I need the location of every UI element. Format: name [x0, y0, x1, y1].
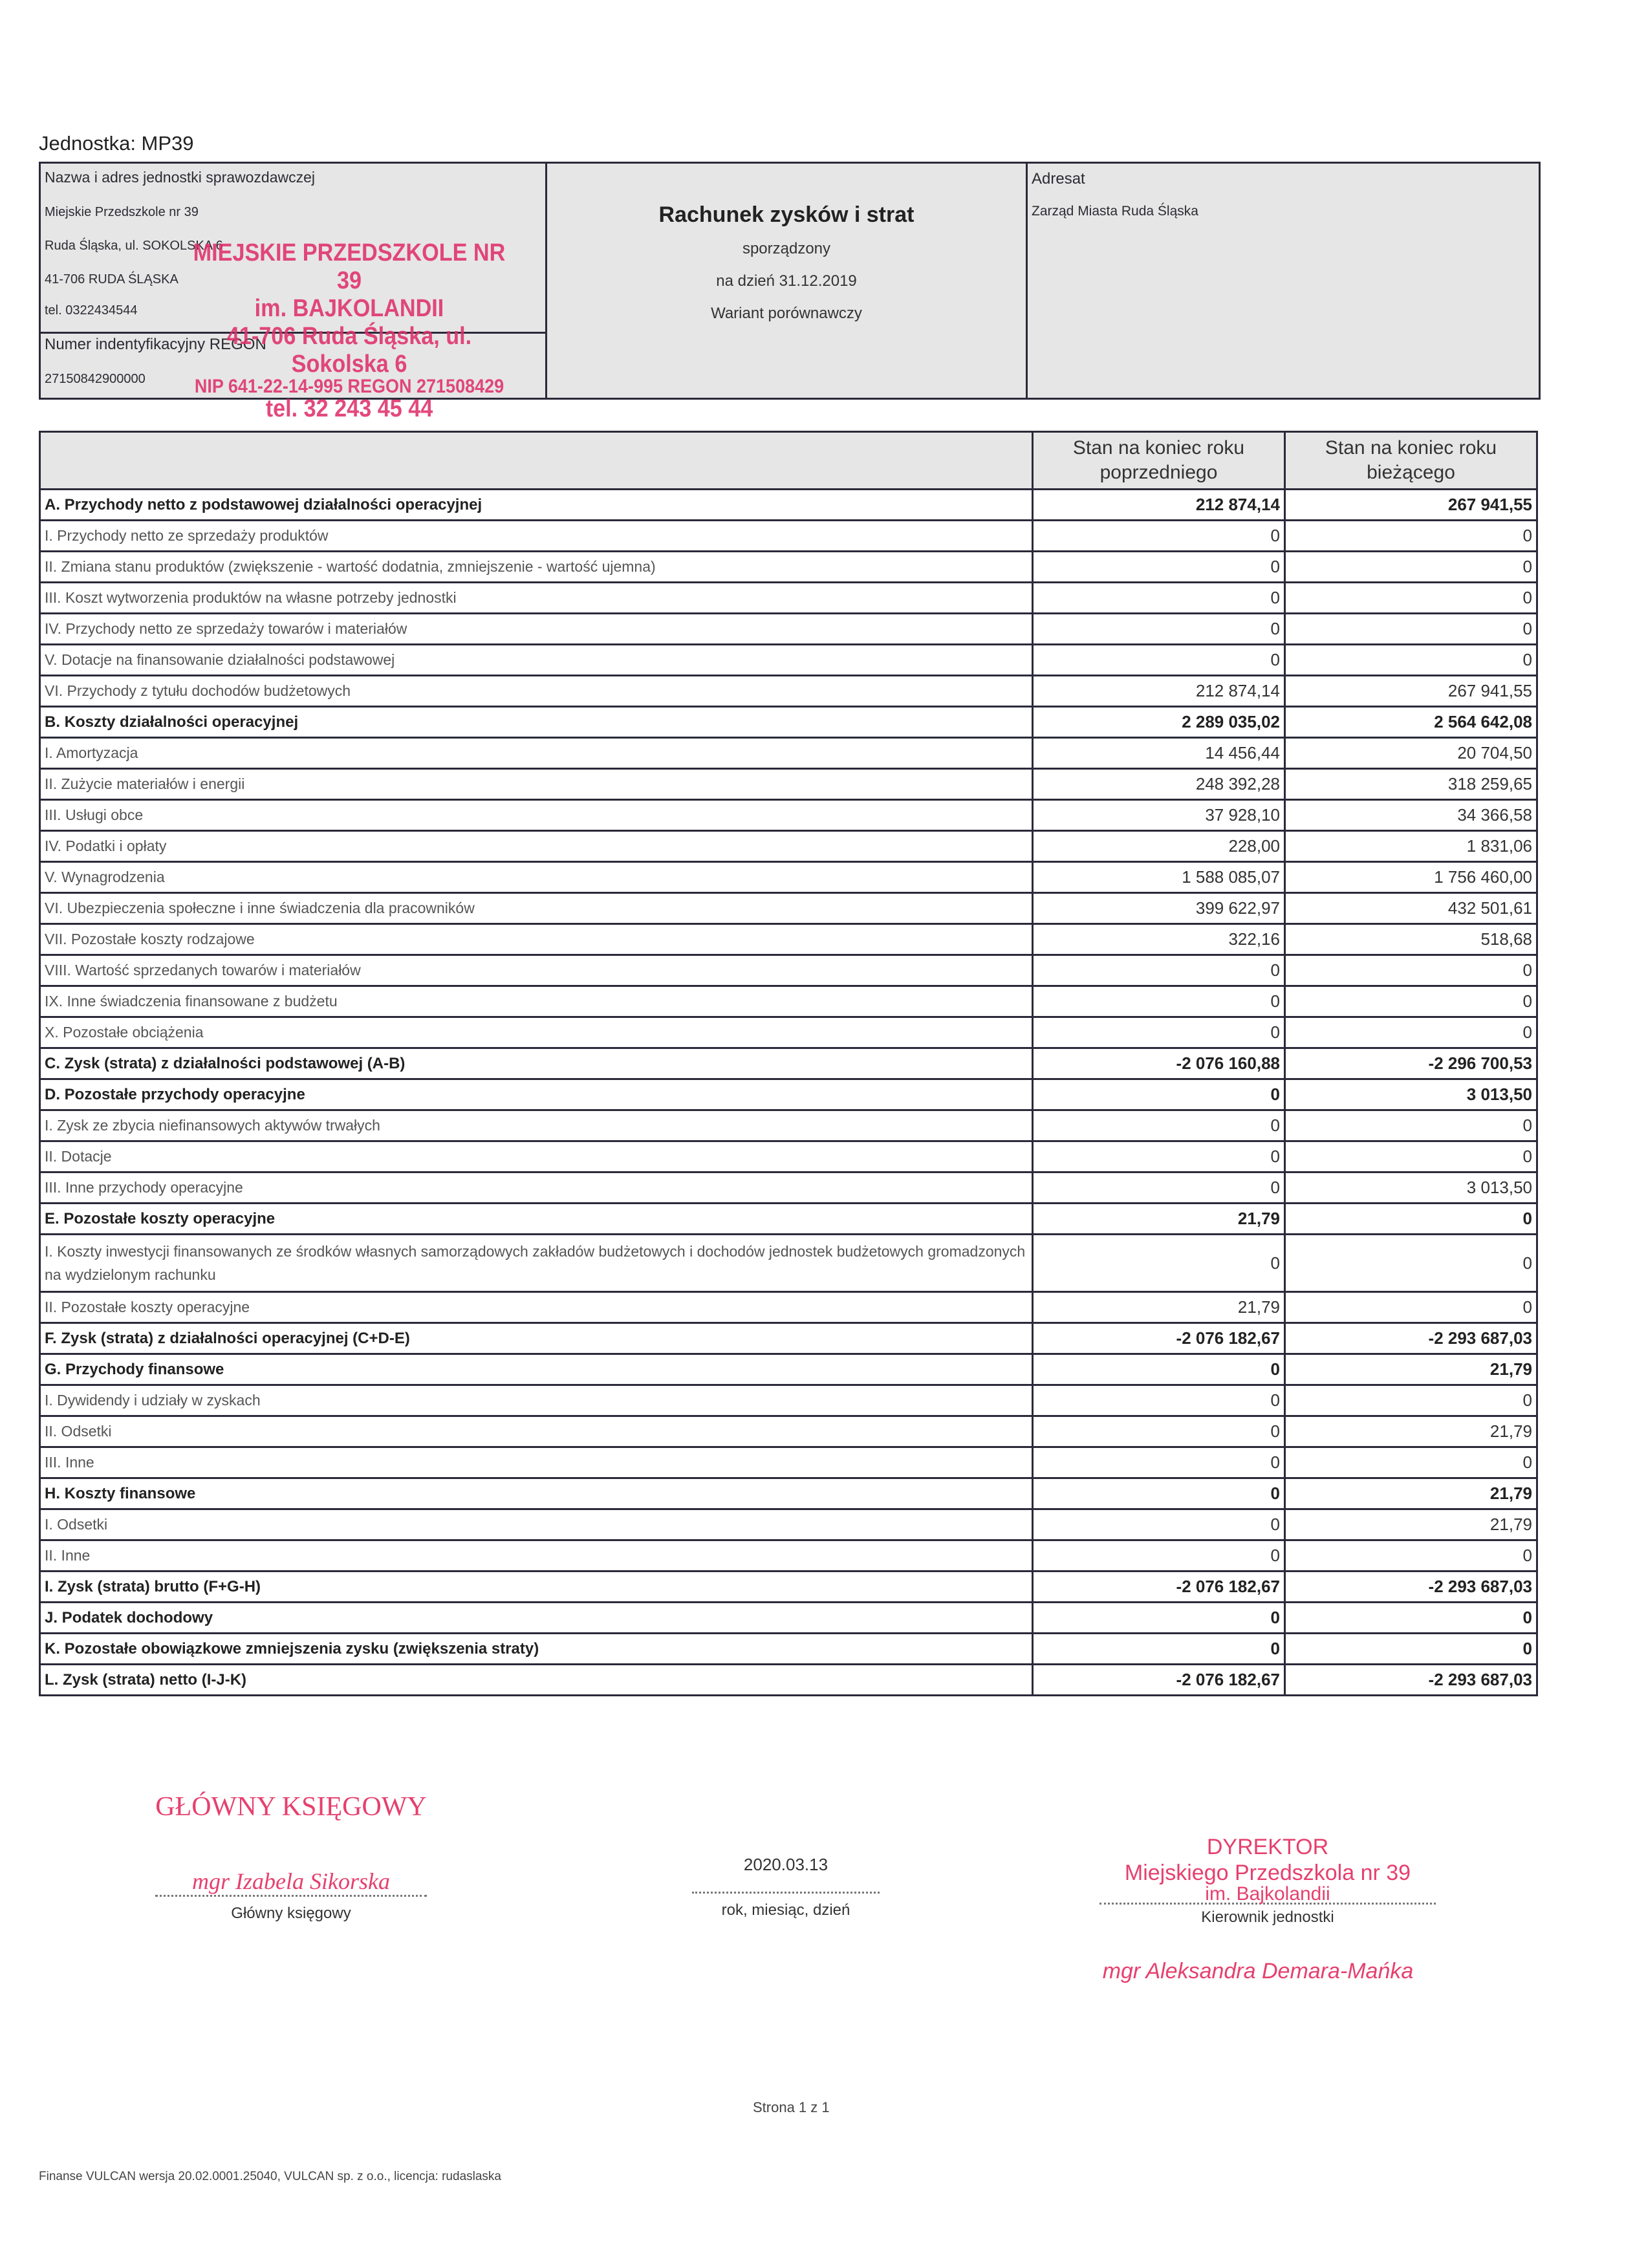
- table-row: [40, 1079, 1537, 1110]
- date-caption: rok, miesiąc, dzień: [721, 1901, 850, 1919]
- row-label: II. Inne: [40, 1540, 1033, 1571]
- row-label: VII. Pozostałe koszty rodzajowe: [40, 924, 1033, 955]
- row-value-prev: 399 622,97: [1033, 893, 1285, 924]
- accountant-stamp-name: mgr Izabela Sikorska: [192, 1868, 390, 1894]
- table-row: [40, 1323, 1537, 1354]
- row-value-prev: 0: [1033, 1172, 1285, 1204]
- row-value-prev: 0: [1033, 955, 1285, 986]
- unit-section-label: Nazwa i adres jednostki sprawozdawczej: [45, 169, 316, 186]
- table-row: [40, 986, 1537, 1017]
- stamp-line: NIP 641-22-14-995 REGON 271508429: [194, 376, 504, 397]
- row-value-prev: 21,79: [1033, 1292, 1285, 1323]
- row-label: III. Usługi obce: [40, 800, 1033, 831]
- row-label: II. Pozostałe koszty operacyjne: [40, 1292, 1033, 1323]
- table-row: [40, 707, 1537, 738]
- row-label: I. Amortyzacja: [40, 738, 1033, 769]
- row-value-curr: 0: [1285, 1603, 1537, 1634]
- row-value-curr: 1 831,06: [1285, 831, 1537, 862]
- table-row: [40, 924, 1537, 955]
- director-stamp-name: mgr Aleksandra Demara-Mańka: [1102, 1959, 1414, 1983]
- signature-line: [155, 1895, 427, 1897]
- row-value-curr: -2 296 700,53: [1285, 1048, 1537, 1079]
- director-stamp-line3: im. Bajkolandii: [1205, 1883, 1330, 1905]
- stamp-line: tel. 32 243 45 44: [265, 395, 433, 422]
- row-label: I. Zysk (strata) brutto (F+G-H): [40, 1571, 1033, 1603]
- row-value-prev: 212 874,14: [1033, 490, 1285, 521]
- row-label: IV. Podatki i opłaty: [40, 831, 1033, 862]
- row-value-prev: 0: [1033, 1478, 1285, 1509]
- page-number: Strona 1 z 1: [753, 2099, 830, 2115]
- row-value-curr: -2 293 687,03: [1285, 1665, 1537, 1696]
- signature-date: 2020.03.13: [743, 1855, 828, 1874]
- table-row: [40, 676, 1537, 707]
- signature-line: [692, 1892, 880, 1894]
- stamp-line: im. BAJKOLANDII: [254, 295, 444, 322]
- table-row: [40, 1172, 1537, 1204]
- row-value-prev: 0: [1033, 1354, 1285, 1385]
- regon-label: Numer indentyfikacyjny REGON: [45, 336, 266, 353]
- table-row: [40, 831, 1537, 862]
- row-value-curr: 432 501,61: [1285, 893, 1537, 924]
- table-row: [40, 800, 1537, 831]
- row-value-prev: 1 588 085,07: [1033, 862, 1285, 893]
- unit-name: Miejskie Przedszkole nr 39: [45, 205, 199, 219]
- row-value-curr: 3 013,50: [1285, 1172, 1537, 1204]
- row-value-prev: 0: [1033, 1141, 1285, 1172]
- row-label: B. Koszty działalności operacyjnej: [40, 707, 1033, 738]
- row-value-curr: 3 013,50: [1285, 1079, 1537, 1110]
- school-stamp: [186, 239, 512, 423]
- table-row: [40, 1110, 1537, 1141]
- row-label: I. Przychody netto ze sprzedaży produktów: [40, 521, 1033, 552]
- row-value-curr: 20 704,50: [1285, 738, 1537, 769]
- row-value-prev: 0: [1033, 1110, 1285, 1141]
- row-label: I. Dywidendy i udziały w zyskach: [40, 1385, 1033, 1416]
- table-row: [40, 1509, 1537, 1540]
- row-value-curr: 0: [1285, 1447, 1537, 1478]
- table-row: [40, 1141, 1537, 1172]
- stamp-line: MIEJSKIE PRZEDSZKOLE NR 39: [193, 239, 506, 294]
- row-value-curr: 0: [1285, 614, 1537, 645]
- table-row: [40, 769, 1537, 800]
- row-value-prev: -2 076 182,67: [1033, 1571, 1285, 1603]
- row-value-curr: 21,79: [1285, 1354, 1537, 1385]
- report-date: na dzień 31.12.2019: [716, 272, 857, 290]
- table-row: [40, 490, 1537, 521]
- accountant-signature: [155, 1791, 427, 1923]
- profit-loss-table: [39, 431, 1538, 1696]
- row-value-curr: -2 293 687,03: [1285, 1571, 1537, 1603]
- row-value-curr: 21,79: [1285, 1509, 1537, 1540]
- row-label: D. Pozostałe przychody operacyjne: [40, 1079, 1033, 1110]
- report-title: Rachunek zysków i strat: [658, 202, 915, 227]
- table-row: [40, 862, 1537, 893]
- row-value-curr: 0: [1285, 521, 1537, 552]
- row-value-prev: -2 076 160,88: [1033, 1048, 1285, 1079]
- row-value-curr: 0: [1285, 1110, 1537, 1141]
- table-row: [40, 1048, 1537, 1079]
- table-row: [40, 614, 1537, 645]
- row-label: II. Dotacje: [40, 1141, 1033, 1172]
- accountant-caption: Główny księgowy: [231, 1905, 351, 1922]
- unit-street: Ruda Śląska, ul. SOKOLSKA 6: [45, 239, 223, 253]
- row-value-prev: 0: [1033, 1416, 1285, 1447]
- row-value-curr: 0: [1285, 583, 1537, 614]
- table-row: [40, 1540, 1537, 1571]
- table-row: [40, 1571, 1537, 1603]
- table-row: [40, 552, 1537, 583]
- row-label: X. Pozostałe obciążenia: [40, 1017, 1033, 1048]
- row-value-prev: 0: [1033, 1447, 1285, 1478]
- row-label: V. Dotacje na finansowanie działalności podstawowej: [40, 645, 1033, 676]
- row-value-prev: 0: [1033, 521, 1285, 552]
- row-label: III. Inne: [40, 1447, 1033, 1478]
- row-label: VI. Ubezpieczenia społeczne i inne świadczenia dla pracowników: [40, 893, 1033, 924]
- date-signature: [692, 1855, 880, 1919]
- row-label: II. Odsetki: [40, 1416, 1033, 1447]
- row-label: G. Przychody finansowe: [40, 1354, 1033, 1385]
- column-header-curr: Stan na koniec roku bieżącego: [1285, 432, 1537, 490]
- unit-city: 41-706 RUDA ŚLĄSKA: [45, 272, 179, 286]
- row-label: A. Przychody netto z podstawowej działalności operacyjnej: [40, 490, 1033, 521]
- row-value-prev: 0: [1033, 1017, 1285, 1048]
- table-row: [40, 1017, 1537, 1048]
- row-value-prev: 0: [1033, 1385, 1285, 1416]
- row-value-curr: 0: [1285, 1292, 1537, 1323]
- row-value-curr: 1 756 460,00: [1285, 862, 1537, 893]
- table-row: [40, 583, 1537, 614]
- row-label: E. Pozostałe koszty operacyjne: [40, 1204, 1033, 1235]
- row-value-prev: 228,00: [1033, 831, 1285, 862]
- row-value-curr: 0: [1285, 1017, 1537, 1048]
- row-value-prev: 322,16: [1033, 924, 1285, 955]
- row-value-prev: 0: [1033, 1079, 1285, 1110]
- row-label: K. Pozostałe obowiązkowe zmniejszenia zysku (zwiększenia straty): [40, 1634, 1033, 1665]
- row-label: III. Koszt wytworzenia produktów na własne potrzeby jednostki: [40, 583, 1033, 614]
- row-label: IV. Przychody netto ze sprzedaży towarów i materiałów: [40, 614, 1033, 645]
- row-value-curr: 0: [1285, 1141, 1537, 1172]
- column-header-label: [40, 432, 1033, 490]
- row-label: L. Zysk (strata) netto (I-J-K): [40, 1665, 1033, 1696]
- row-label: IX. Inne świadczenia finansowane z budżetu: [40, 986, 1033, 1017]
- row-value-prev: 0: [1033, 614, 1285, 645]
- director-stamp-line1: DYREKTOR: [1206, 1835, 1329, 1859]
- row-label: III. Inne przychody operacyjne: [40, 1172, 1033, 1204]
- table-row: [40, 1478, 1537, 1509]
- regon-value: 27150842900000: [45, 372, 146, 386]
- row-value-curr: 2 564 642,08: [1285, 707, 1537, 738]
- row-value-curr: 267 941,55: [1285, 676, 1537, 707]
- row-value-curr: 267 941,55: [1285, 490, 1537, 521]
- addressee-box: [1028, 164, 1539, 398]
- row-label: VI. Przychody z tytułu dochodów budżetowych: [40, 676, 1033, 707]
- row-value-curr: -2 293 687,03: [1285, 1323, 1537, 1354]
- row-value-prev: 0: [1033, 1540, 1285, 1571]
- row-value-prev: 2 289 035,02: [1033, 707, 1285, 738]
- row-label: I. Odsetki: [40, 1509, 1033, 1540]
- row-value-curr: 0: [1285, 1540, 1537, 1571]
- row-value-prev: 248 392,28: [1033, 769, 1285, 800]
- row-value-prev: 0: [1033, 1634, 1285, 1665]
- row-value-prev: 0: [1033, 986, 1285, 1017]
- stamp-line: 41-706 Ruda Śląska, ul. Sokolska 6: [226, 323, 472, 378]
- row-label: II. Zmiana stanu produktów (zwiększenie - wartość dodatnia, zmniejszenie - wartość ujemna): [40, 552, 1033, 583]
- row-value-prev: 21,79: [1033, 1204, 1285, 1235]
- row-value-prev: 0: [1033, 552, 1285, 583]
- row-label: II. Zużycie materiałów i energii: [40, 769, 1033, 800]
- column-header-prev: Stan na koniec roku poprzedniego: [1033, 432, 1285, 490]
- report-subtitle: sporządzony: [742, 240, 831, 257]
- row-label: J. Podatek dochodowy: [40, 1603, 1033, 1634]
- row-value-prev: 0: [1033, 1603, 1285, 1634]
- table-row: [40, 1385, 1537, 1416]
- table-row: [40, 738, 1537, 769]
- table-row: [40, 1665, 1537, 1696]
- row-value-curr: 0: [1285, 986, 1537, 1017]
- row-label: I. Zysk ze zbycia niefinansowych aktywów trwałych: [40, 1110, 1033, 1141]
- row-label: C. Zysk (strata) z działalności podstawowej (A-B): [40, 1048, 1033, 1079]
- row-label: F. Zysk (strata) z działalności operacyjnej (C+D-E): [40, 1323, 1033, 1354]
- row-value-prev: -2 076 182,67: [1033, 1665, 1285, 1696]
- table-row: [40, 1235, 1537, 1292]
- table-row: [40, 1204, 1537, 1235]
- table-header-row: [40, 432, 1537, 490]
- table-row: [40, 1634, 1537, 1665]
- row-value-curr: 518,68: [1285, 924, 1537, 955]
- table-row: [40, 1354, 1537, 1385]
- table-row: [40, 893, 1537, 924]
- row-value-curr: 0: [1285, 1204, 1537, 1235]
- director-signature: [1099, 1834, 1436, 1984]
- row-value-prev: 0: [1033, 645, 1285, 676]
- row-label: VIII. Wartość sprzedanych towarów i materiałów: [40, 955, 1033, 986]
- table-row: [40, 1447, 1537, 1478]
- unit-label: Jednostka: MP39: [39, 132, 194, 155]
- row-value-curr: 0: [1285, 645, 1537, 676]
- row-value-curr: 21,79: [1285, 1478, 1537, 1509]
- report-variant: Wariant porównawczy: [711, 305, 862, 322]
- addressee-label: Adresat: [1032, 170, 1085, 188]
- row-label: I. Koszty inwestycji finansowanych ze środków własnych samorządowych zakładów budżetowych i dochodów jednostek budżetowych gromadzonych na wydzielonym rachunku: [40, 1235, 1033, 1292]
- row-value-curr: 318 259,65: [1285, 769, 1537, 800]
- row-value-curr: 0: [1285, 552, 1537, 583]
- row-label: V. Wynagrodzenia: [40, 862, 1033, 893]
- table-row: [40, 645, 1537, 676]
- director-stamp-line2: Miejskiego Przedszkola nr 39: [1124, 1861, 1411, 1885]
- row-value-prev: -2 076 182,67: [1033, 1323, 1285, 1354]
- row-value-curr: 0: [1285, 955, 1537, 986]
- row-value-prev: 0: [1033, 1235, 1285, 1292]
- accountant-stamp-title: GŁÓWNY KSIĘGOWY: [155, 1792, 427, 1822]
- report-title-box: [547, 164, 1028, 398]
- table-row: [40, 521, 1537, 552]
- director-caption: Kierownik jednostki: [1201, 1908, 1334, 1926]
- row-value-curr: 0: [1285, 1385, 1537, 1416]
- row-value-prev: 0: [1033, 583, 1285, 614]
- row-value-prev: 14 456,44: [1033, 738, 1285, 769]
- row-value-curr: 34 366,58: [1285, 800, 1537, 831]
- row-label: H. Koszty finansowe: [40, 1478, 1033, 1509]
- row-value-prev: 0: [1033, 1509, 1285, 1540]
- unit-phone: tel. 0322434544: [45, 303, 138, 318]
- table-row: [40, 1292, 1537, 1323]
- row-value-curr: 0: [1285, 1634, 1537, 1665]
- row-value-curr: 0: [1285, 1235, 1537, 1292]
- addressee-value: Zarząd Miasta Ruda Śląska: [1032, 204, 1198, 219]
- table-row: [40, 955, 1537, 986]
- row-value-curr: 21,79: [1285, 1416, 1537, 1447]
- row-value-prev: 37 928,10: [1033, 800, 1285, 831]
- table-row: [40, 1603, 1537, 1634]
- table-row: [40, 1416, 1537, 1447]
- software-footer: Finanse VULCAN wersja 20.02.0001.25040, VULCAN sp. z o.o., licencja: rudaslaska: [39, 2170, 501, 2183]
- row-value-prev: 212 874,14: [1033, 676, 1285, 707]
